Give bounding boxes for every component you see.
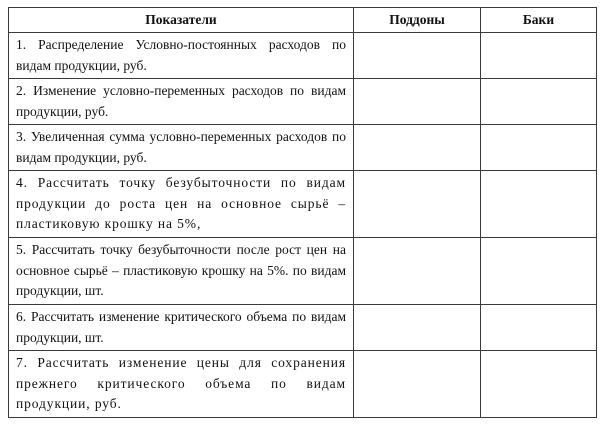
- tanks-cell[interactable]: [481, 33, 597, 79]
- pallets-cell[interactable]: [354, 125, 481, 171]
- header-indicators: Показатели: [9, 8, 354, 33]
- row-label: 1. Распределение Условно-постоянных расходов по видам продукции, руб.: [9, 33, 354, 79]
- table-row: [9, 351, 597, 418]
- header-pallets: Поддоны: [354, 8, 481, 33]
- table-row: [9, 305, 597, 351]
- tanks-cell[interactable]: [481, 171, 597, 238]
- pallets-cell[interactable]: [354, 79, 481, 125]
- tanks-cell[interactable]: [481, 238, 597, 305]
- pallets-cell[interactable]: [354, 238, 481, 305]
- table-row: [9, 33, 597, 79]
- indicators-table: [8, 7, 597, 418]
- row-label: 5. Рассчитать точку безубыточности после рост цен на основное сырьё – пластиковую крошку на 5%. по видам продукции, шт.: [9, 238, 354, 305]
- tanks-cell[interactable]: [481, 125, 597, 171]
- table-row: [9, 125, 597, 171]
- row-label: 6. Рассчитать изменение критического объема по видам продукции, шт.: [9, 305, 354, 351]
- pallets-cell[interactable]: [354, 305, 481, 351]
- table-row: [9, 79, 597, 125]
- pallets-cell[interactable]: [354, 351, 481, 418]
- pallets-cell[interactable]: [354, 171, 481, 238]
- tanks-cell[interactable]: [481, 305, 597, 351]
- table-header-row: [9, 8, 597, 33]
- table-row: [9, 238, 597, 305]
- tanks-cell[interactable]: [481, 79, 597, 125]
- row-label: 4. Рассчитать точку безубыточности по видам продукции до роста цен на основное сырьё – пластиковую крошку на 5%,: [9, 171, 354, 238]
- row-label: 7. Рассчитать изменение цены для сохранения прежнего критического объема по видам продукции, руб.: [9, 351, 354, 418]
- row-label: 2. Изменение условно-переменных расходов по видам продукции, руб.: [9, 79, 354, 125]
- header-tanks: Баки: [481, 8, 597, 33]
- tanks-cell[interactable]: [481, 351, 597, 418]
- row-label: 3. Увеличенная сумма условно-переменных расходов по видам продукции, руб.: [9, 125, 354, 171]
- pallets-cell[interactable]: [354, 33, 481, 79]
- table-row: [9, 171, 597, 238]
